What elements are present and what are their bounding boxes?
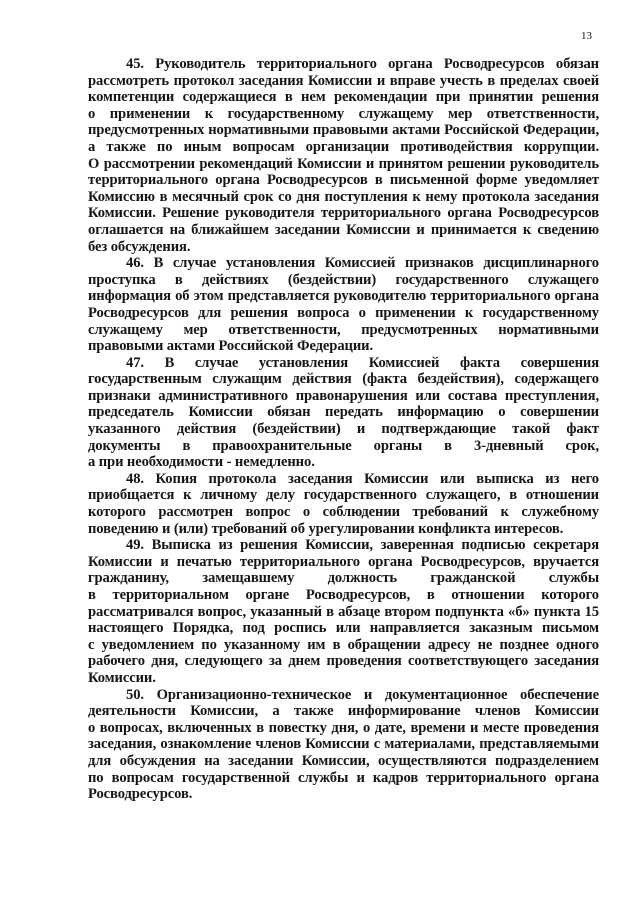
text-line: Комиссии. xyxy=(88,669,156,686)
text-line: рассмотреть протокол заседания Комиссии и вправе учесть в пределах своей xyxy=(88,72,599,89)
text-line: председатель Комиссии обязан передать информацию о совершении xyxy=(88,404,599,421)
text-line: Комиссии. Решение руководителя территориального органа Росводресурсов xyxy=(88,205,599,222)
text-line: поведению и (или) требований об урегулировании конфликта интересов. xyxy=(88,520,564,537)
text-line: 45. Руководитель территориального органа Росводресурсов обязан xyxy=(126,56,599,72)
text-line: 48. Копия протокола заседания Комиссии или выписка из него xyxy=(126,470,599,487)
text-line: документы в правоохранительные органы в 3-дневный срок, xyxy=(88,437,599,454)
text-line: государственным служащим действия (факта бездействия), содержащего xyxy=(88,371,599,388)
text-line: 47. В случае установления Комиссией факта совершения xyxy=(126,354,599,371)
paragraph-50 xyxy=(88,687,599,803)
text-line: правовыми актами Российской Федерации. xyxy=(88,338,373,355)
text-line: предусмотренных нормативными правовыми актами Российской Федерации, xyxy=(88,122,599,139)
text-line: Комиссии и печатью территориального органа Росводресурсов, вручается xyxy=(88,553,599,570)
text-line: признаки административного правонарушения или состава преступления, xyxy=(88,387,599,404)
text-line: указанного действия (бездействии) и подтверждающие такой факт xyxy=(88,421,599,438)
paragraph-45 xyxy=(88,56,599,255)
paragraph-46 xyxy=(88,255,599,355)
text-line: о вопросах, включенных в повестку дня, о дате, времени и месте проведения xyxy=(88,719,599,736)
text-line: служащему мер ответственности, предусмотренных нормативными xyxy=(88,321,599,338)
text-line: Комиссию в месячный срок со дня поступления к нему протокола заседания xyxy=(88,188,599,205)
text-line: приобщается к личному делу государственного служащего, в отношении xyxy=(88,487,599,504)
text-line: по вопросам государственной службы и кадров территориального органа xyxy=(88,769,599,786)
text-line: а также по иным вопросам организации противодействия коррупции. xyxy=(88,138,599,155)
text-line: гражданину, замещавшему должность гражданской службы xyxy=(88,570,599,587)
text-line: компетенции содержащиеся в нем рекомендации при принятии решения xyxy=(88,89,599,106)
text-line: рассматривался вопрос, указанный в абзаце втором подпункта «б» пункта 15 xyxy=(88,603,599,620)
paragraph-48 xyxy=(88,471,599,537)
document-body xyxy=(88,56,599,803)
text-line: о применении к государственному служащему мер ответственности, xyxy=(88,105,599,122)
text-line: Росводресурсов для решения вопроса о применении к государственному xyxy=(88,304,599,321)
text-line: О рассмотрении рекомендаций Комиссии и принятом решении руководитель xyxy=(88,155,599,172)
text-line: заседания, ознакомление членов Комиссии с материалами, представляемыми xyxy=(88,736,599,753)
paragraph-47 xyxy=(88,355,599,471)
text-line: 49. Выписка из решения Комиссии, заверенная подписью секретаря xyxy=(126,537,599,554)
text-line: оглашается на ближайшем заседании Комиссии и принимается к сведению xyxy=(88,221,599,238)
text-line: информация об этом представляется руководителю территориального органа xyxy=(88,288,599,305)
text-line: Росводресурсов. xyxy=(88,786,193,803)
paragraph-49 xyxy=(88,537,599,686)
text-line: территориального органа Росводресурсов в письменной форме уведомляет xyxy=(88,172,599,189)
text-line: в территориальном органе Росводресурсов, в отношении которого xyxy=(88,587,599,603)
text-line: рабочего дня, следующего за днем проведения соответствующего заседания xyxy=(88,653,599,670)
text-line: а при необходимости - немедленно. xyxy=(88,454,315,471)
text-line: деятельности Комиссии, а также информирование членов Комиссии xyxy=(88,703,599,720)
text-line: которого рассмотрен вопрос о соблюдении требований к служебному xyxy=(88,504,599,521)
text-line: 46. В случае установления Комиссией признаков дисциплинарного xyxy=(126,255,599,272)
page-number: 13 xyxy=(581,30,592,42)
text-line: 50. Организационно-техническое и документационное обеспечение xyxy=(126,686,599,703)
text-line: проступка в действиях (бездействии) государственного служащего xyxy=(88,271,599,288)
text-line: для обсуждения на заседании Комиссии, осуществляются подразделением xyxy=(88,752,599,769)
text-line: с уведомлением по указанному им в обращении адресу не позднее одного xyxy=(88,636,599,653)
text-line: настоящего Порядка, под роспись или направляется заказным письмом xyxy=(88,620,599,637)
text-line: без обсуждения. xyxy=(88,238,191,255)
